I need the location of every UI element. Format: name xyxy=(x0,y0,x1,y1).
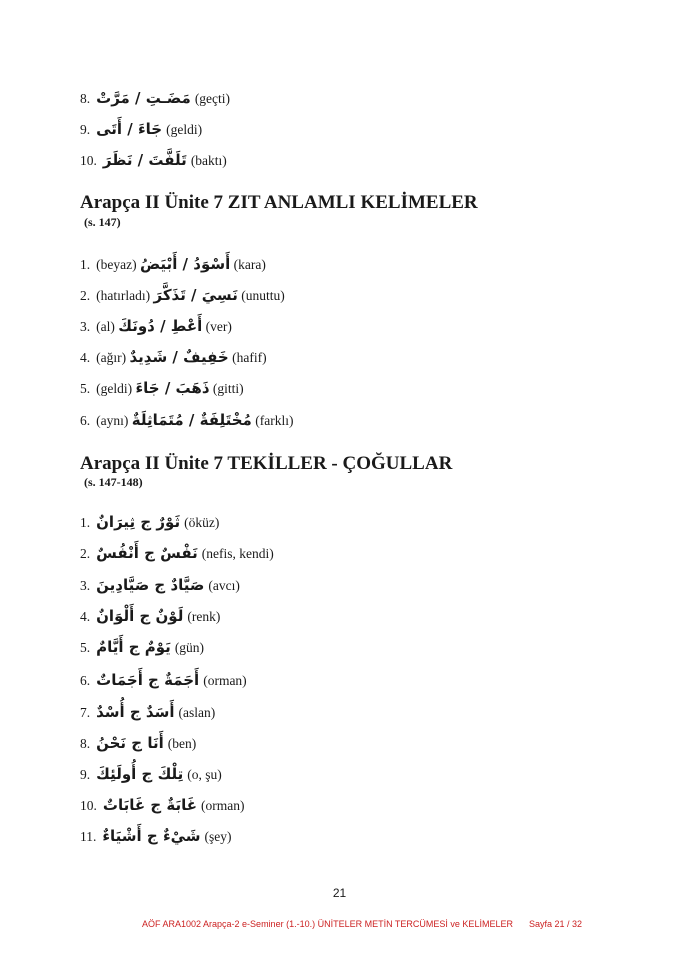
page-number: 21 xyxy=(332,886,347,900)
list-item: 9. تِلْكَ ج أُولَئِكَ (o, şu) xyxy=(80,765,222,783)
page-footer xyxy=(142,919,582,929)
arabic-singular-plural: يَوْمٌ ج أَيَّامٌ xyxy=(96,638,171,656)
arabic-singular-plural: أَنَا ج نَحْنُ xyxy=(96,734,164,752)
section-heading-antonyms: Arapça II Ünite 7 ZIT ANLAMLI KELİMELER xyxy=(80,192,478,213)
list-item: 8. مَضَـتِ / مَرَّتْ (geçti) xyxy=(80,89,231,107)
list-item: 11. شَيْءٌ ج أَشْيَاءٌ (şey) xyxy=(80,827,232,845)
arabic-singular-plural: نَفْسٌ ج أَنْفُسٌ xyxy=(96,544,198,562)
arabic-word-pair: ذَهَبَ / جَاءَ xyxy=(135,379,210,397)
list-item: 8. أَنَا ج نَحْنُ (ben) xyxy=(80,734,197,752)
list-item: 2. نَفْسٌ ج أَنْفُسٌ (nefis, kendi) xyxy=(80,544,274,562)
page-reference: (s. 147) xyxy=(84,215,121,229)
list-item: 6. (aynı) مُخْتَلِفَةٌ / مُتَمَاثِلَةٌ (farklı) xyxy=(80,411,294,429)
footer-text: AÖF ARA1002 Arapça-2 e-Seminer (1.-10.) ÜNİTELER METİN TERCÜMESİ ve KELİMELER xyxy=(142,919,513,929)
list-item: 3. صَيَّادٌ ج صَيَّادِينَ (avcı) xyxy=(80,576,240,594)
arabic-singular-plural: تِلْكَ ج أُولَئِكَ xyxy=(96,765,184,783)
list-item: 3. (al) أَعْطِ / دُونَكَ (ver) xyxy=(80,317,232,335)
arabic-singular-plural: أَسَدٌ ج أُسْدٌ xyxy=(96,703,175,721)
list-item: 4. لَوْنٌ ج أَلْوَانٌ (renk) xyxy=(80,607,221,625)
arabic-singular-plural: أَجَمَةٌ ج أَجَمَاتٌ xyxy=(96,671,200,689)
list-item: 4. (ağır) خَفِيفٌ / شَدِيدٌ (hafif) xyxy=(80,348,267,366)
arabic-singular-plural: ثَوْرٌ ج ثِيرَانٌ xyxy=(96,513,181,531)
arabic-word-pair: أَسْوَدُ / أَبْيَضُ xyxy=(139,255,231,273)
footer-page-count: Sayfa 21 / 32 xyxy=(528,919,582,929)
list-item: 2. (hatırladı) نَسِيَ / تَذَكَّرَ (unuttu) xyxy=(80,286,285,304)
list-item: 5. (geldi) ذَهَبَ / جَاءَ (gitti) xyxy=(80,379,244,397)
arabic-singular-plural: شَيْءٌ ج أَشْيَاءٌ xyxy=(102,827,201,845)
list-item: 5. يَوْمٌ ج أَيَّامٌ (gün) xyxy=(80,638,205,656)
list-item: 6. أَجَمَةٌ ج أَجَمَاتٌ (orman) xyxy=(80,671,247,689)
arabic-singular-plural: صَيَّادٌ ج صَيَّادِينَ xyxy=(96,576,205,594)
arabic-singular-plural: لَوْنٌ ج أَلْوَانٌ xyxy=(96,607,184,625)
arabic-word-pair: تَلَفَّتَ / نَظَرَ xyxy=(102,151,187,169)
arabic-singular-plural: غَابَةٌ ج غَابَاتٌ xyxy=(102,796,197,814)
list-item: 10. تَلَفَّتَ / نَظَرَ (baktı) xyxy=(80,151,227,169)
page-reference: (s. 147-148) xyxy=(84,475,143,489)
arabic-word-pair: جَاءَ / أَتَى xyxy=(96,120,163,138)
section-heading-singular-plural: Arapça II Ünite 7 TEKİLLER - ÇOĞULLAR xyxy=(80,453,453,474)
list-item: 1. ثَوْرٌ ج ثِيرَانٌ (öküz) xyxy=(80,513,220,531)
list-item: 9. جَاءَ / أَتَى (geldi) xyxy=(80,120,203,138)
list-item: 7. أَسَدٌ ج أُسْدٌ (aslan) xyxy=(80,703,216,721)
list-item: 10. غَابَةٌ ج غَابَاتٌ (orman) xyxy=(80,796,245,814)
list-item: 1. (beyaz) أَسْوَدُ / أَبْيَضُ (kara) xyxy=(80,255,266,273)
arabic-word-pair: نَسِيَ / تَذَكَّرَ xyxy=(153,286,238,304)
arabic-word-pair: أَعْطِ / دُونَكَ xyxy=(118,317,203,335)
arabic-word-pair: مَضَـتِ / مَرَّتْ xyxy=(96,89,191,107)
arabic-word-pair: مُخْتَلِفَةٌ / مُتَمَاثِلَةٌ xyxy=(131,411,252,429)
arabic-word-pair: خَفِيفٌ / شَدِيدٌ xyxy=(129,348,229,366)
